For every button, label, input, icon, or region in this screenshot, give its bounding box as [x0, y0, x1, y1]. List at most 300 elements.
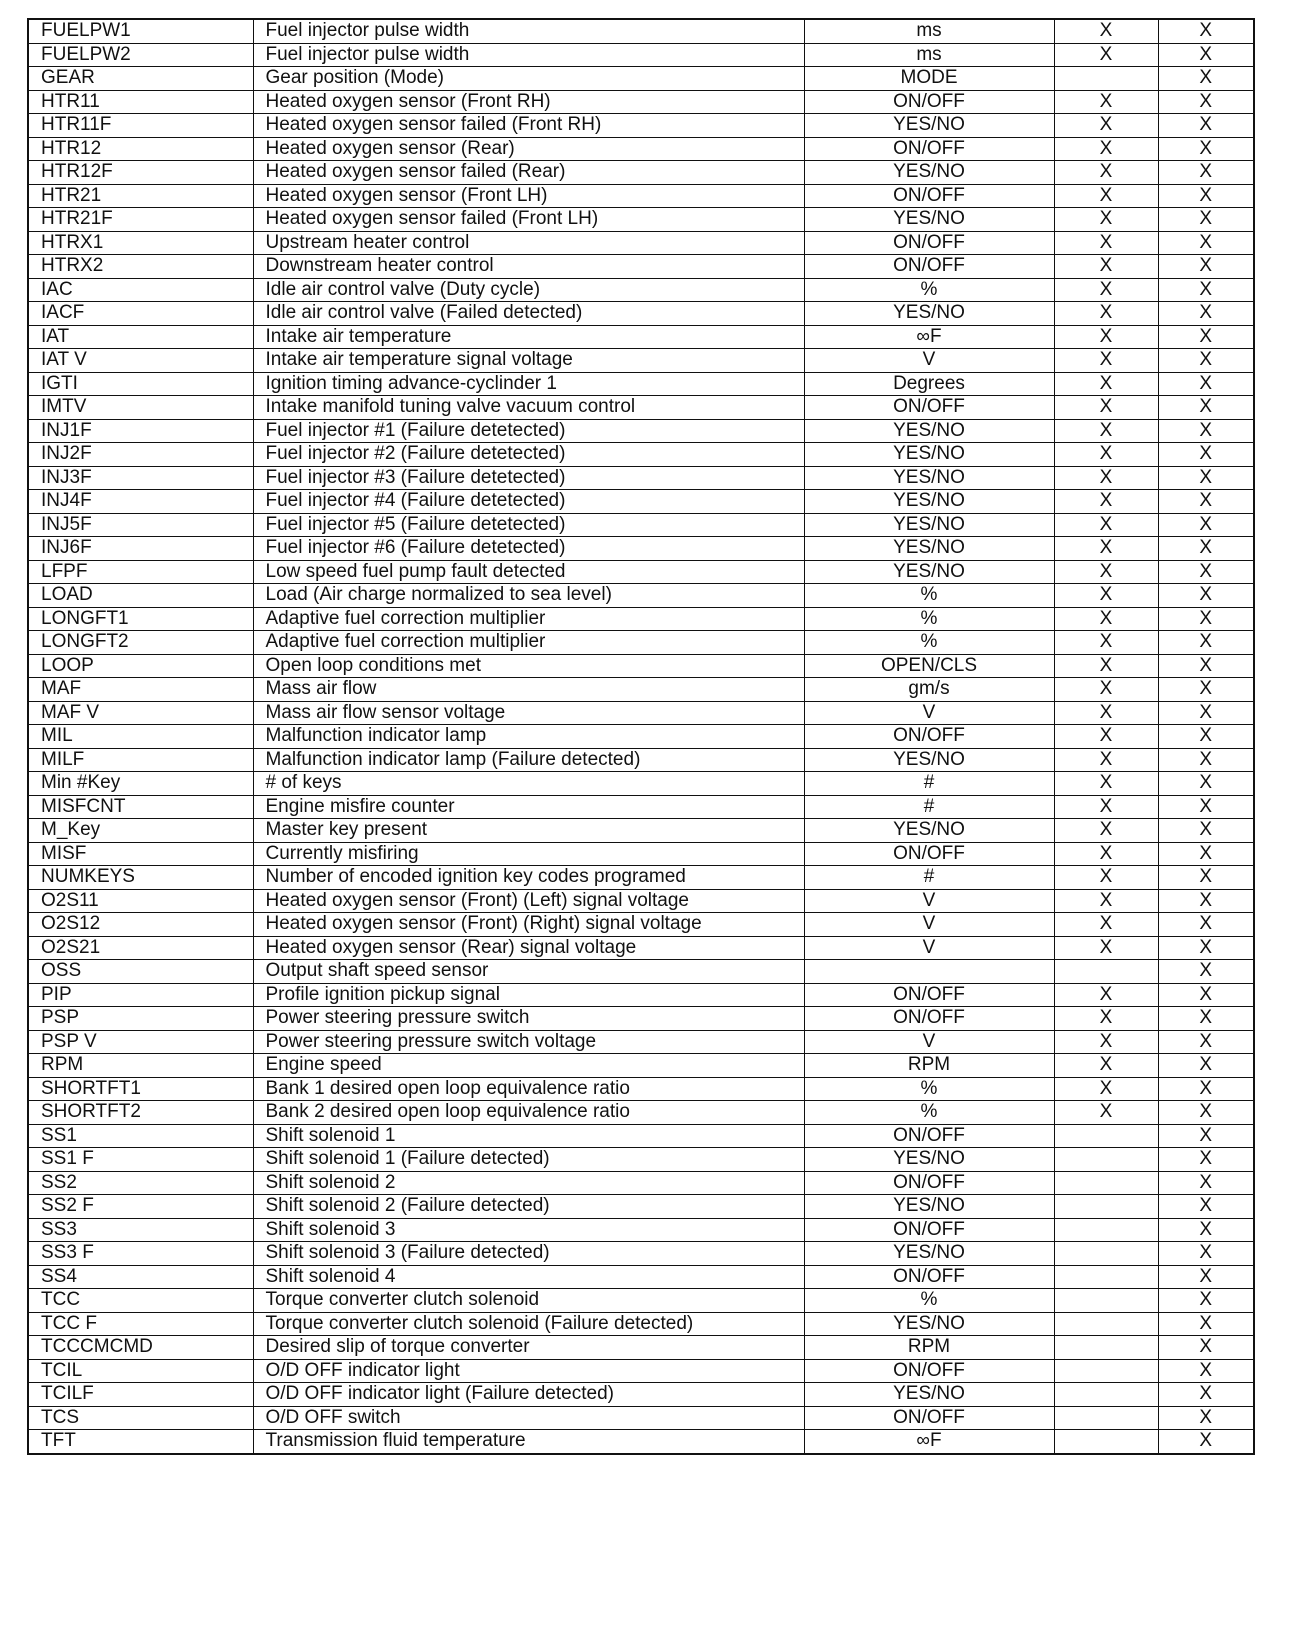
mark-cell-2: X	[1158, 1242, 1254, 1266]
table-row	[28, 1007, 1254, 1031]
unit-cell: ON/OFF	[804, 1359, 1054, 1383]
mark-cell-1: X	[1054, 913, 1158, 937]
unit-cell: YES/NO	[804, 466, 1054, 490]
table-row	[28, 654, 1254, 678]
table-row	[28, 349, 1254, 373]
unit-cell: %	[804, 584, 1054, 608]
description-cell: Heated oxygen sensor (Front) (Left) signal voltage	[253, 889, 804, 913]
pid-cell: INJ6F	[28, 537, 253, 561]
mark-cell-2: X	[1158, 1265, 1254, 1289]
description-cell: Shift solenoid 3	[253, 1218, 804, 1242]
unit-cell: YES/NO	[804, 419, 1054, 443]
mark-cell-2: X	[1158, 1030, 1254, 1054]
unit-cell: ms	[804, 19, 1054, 43]
description-cell: Fuel injector #5 (Failure detetected)	[253, 513, 804, 537]
description-cell: Fuel injector #6 (Failure detetected)	[253, 537, 804, 561]
table-row	[28, 748, 1254, 772]
unit-cell: RPM	[804, 1054, 1054, 1078]
pid-cell: SHORTFT2	[28, 1101, 253, 1125]
pid-cell: IAT	[28, 325, 253, 349]
table-row	[28, 278, 1254, 302]
unit-cell: ON/OFF	[804, 231, 1054, 255]
unit-cell: ON/OFF	[804, 725, 1054, 749]
mark-cell-1: X	[1054, 983, 1158, 1007]
description-cell: Fuel injector #1 (Failure detetected)	[253, 419, 804, 443]
mark-cell-1	[1054, 1406, 1158, 1430]
mark-cell-2: X	[1158, 1054, 1254, 1078]
pid-cell: SS1	[28, 1124, 253, 1148]
table-row	[28, 114, 1254, 138]
mark-cell-1: X	[1054, 443, 1158, 467]
pid-cell: O2S12	[28, 913, 253, 937]
mark-cell-2: X	[1158, 725, 1254, 749]
unit-cell: %	[804, 278, 1054, 302]
unit-cell: YES/NO	[804, 513, 1054, 537]
table-row	[28, 1101, 1254, 1125]
mark-cell-2: X	[1158, 1312, 1254, 1336]
table-row	[28, 1383, 1254, 1407]
mark-cell-1: X	[1054, 231, 1158, 255]
table-row	[28, 19, 1254, 43]
mark-cell-1: X	[1054, 1077, 1158, 1101]
description-cell: Profile ignition pickup signal	[253, 983, 804, 1007]
pid-cell: IAC	[28, 278, 253, 302]
mark-cell-1: X	[1054, 137, 1158, 161]
table-row	[28, 936, 1254, 960]
pid-cell: HTR12	[28, 137, 253, 161]
mark-cell-2: X	[1158, 1218, 1254, 1242]
table-row	[28, 419, 1254, 443]
mark-cell-2: X	[1158, 631, 1254, 655]
unit-cell: %	[804, 1077, 1054, 1101]
table-row	[28, 1242, 1254, 1266]
pid-cell: PSP	[28, 1007, 253, 1031]
description-cell: Ignition timing advance-cyclinder 1	[253, 372, 804, 396]
description-cell: Heated oxygen sensor (Front RH)	[253, 90, 804, 114]
pid-cell: SS2	[28, 1171, 253, 1195]
pid-cell: PSP V	[28, 1030, 253, 1054]
table-row	[28, 184, 1254, 208]
pid-cell: TCC F	[28, 1312, 253, 1336]
mark-cell-1	[1054, 1430, 1158, 1454]
mark-cell-2: X	[1158, 560, 1254, 584]
mark-cell-2: X	[1158, 161, 1254, 185]
mark-cell-2: X	[1158, 913, 1254, 937]
pid-cell: LOOP	[28, 654, 253, 678]
mark-cell-2: X	[1158, 137, 1254, 161]
description-cell: Intake air temperature	[253, 325, 804, 349]
description-cell: Open loop conditions met	[253, 654, 804, 678]
unit-cell: V	[804, 349, 1054, 373]
table-row	[28, 255, 1254, 279]
mark-cell-1	[1054, 960, 1158, 984]
unit-cell: #	[804, 866, 1054, 890]
unit-cell: ∞F	[804, 1430, 1054, 1454]
table-row	[28, 1336, 1254, 1360]
description-cell: Output shaft speed sensor	[253, 960, 804, 984]
description-cell: Load (Air charge normalized to sea level)	[253, 584, 804, 608]
mark-cell-1	[1054, 1312, 1158, 1336]
description-cell: Shift solenoid 2	[253, 1171, 804, 1195]
table-row	[28, 1406, 1254, 1430]
mark-cell-2: X	[1158, 866, 1254, 890]
unit-cell: YES/NO	[804, 114, 1054, 138]
table-row	[28, 1218, 1254, 1242]
mark-cell-1	[1054, 1359, 1158, 1383]
table-row	[28, 631, 1254, 655]
description-cell: Bank 2 desired open loop equivalence ratio	[253, 1101, 804, 1125]
mark-cell-1: X	[1054, 842, 1158, 866]
mark-cell-2: X	[1158, 960, 1254, 984]
table-row	[28, 1312, 1254, 1336]
pid-cell: O2S21	[28, 936, 253, 960]
mark-cell-2: X	[1158, 19, 1254, 43]
description-cell: Number of encoded ignition key codes programed	[253, 866, 804, 890]
pid-cell: INJ4F	[28, 490, 253, 514]
table-row	[28, 584, 1254, 608]
table-row	[28, 1054, 1254, 1078]
mark-cell-1: X	[1054, 372, 1158, 396]
mark-cell-2: X	[1158, 1383, 1254, 1407]
mark-cell-1: X	[1054, 866, 1158, 890]
mark-cell-2: X	[1158, 325, 1254, 349]
description-cell: Gear position (Mode)	[253, 67, 804, 91]
pid-cell: HTRX2	[28, 255, 253, 279]
table-row	[28, 1077, 1254, 1101]
mark-cell-2: X	[1158, 396, 1254, 420]
unit-cell: Degrees	[804, 372, 1054, 396]
description-cell: Adaptive fuel correction multiplier	[253, 607, 804, 631]
mark-cell-2: X	[1158, 513, 1254, 537]
mark-cell-1: X	[1054, 325, 1158, 349]
pid-cell: LFPF	[28, 560, 253, 584]
mark-cell-1: X	[1054, 278, 1158, 302]
mark-cell-2: X	[1158, 255, 1254, 279]
mark-cell-1: X	[1054, 349, 1158, 373]
mark-cell-2: X	[1158, 983, 1254, 1007]
pid-cell: PIP	[28, 983, 253, 1007]
pid-cell: IAT V	[28, 349, 253, 373]
pid-cell: SS3	[28, 1218, 253, 1242]
description-cell: Malfunction indicator lamp (Failure detected)	[253, 748, 804, 772]
unit-cell: YES/NO	[804, 1383, 1054, 1407]
unit-cell: V	[804, 913, 1054, 937]
unit-cell: %	[804, 1289, 1054, 1313]
mark-cell-2: X	[1158, 466, 1254, 490]
unit-cell: YES/NO	[804, 1242, 1054, 1266]
description-cell: Master key present	[253, 819, 804, 843]
mark-cell-2: X	[1158, 795, 1254, 819]
description-cell: Heated oxygen sensor failed (Front LH)	[253, 208, 804, 232]
mark-cell-2: X	[1158, 1406, 1254, 1430]
mark-cell-1	[1054, 1242, 1158, 1266]
unit-cell: %	[804, 1101, 1054, 1125]
unit-cell: %	[804, 607, 1054, 631]
unit-cell: YES/NO	[804, 560, 1054, 584]
mark-cell-1: X	[1054, 19, 1158, 43]
description-cell: Desired slip of torque converter	[253, 1336, 804, 1360]
mark-cell-1	[1054, 67, 1158, 91]
table-row	[28, 137, 1254, 161]
mark-cell-1: X	[1054, 255, 1158, 279]
description-cell: Heated oxygen sensor (Front) (Right) signal voltage	[253, 913, 804, 937]
mark-cell-1: X	[1054, 584, 1158, 608]
table-row	[28, 795, 1254, 819]
table-row	[28, 701, 1254, 725]
pid-cell: RPM	[28, 1054, 253, 1078]
mark-cell-1: X	[1054, 490, 1158, 514]
mark-cell-1: X	[1054, 184, 1158, 208]
mark-cell-2: X	[1158, 372, 1254, 396]
description-cell: Mass air flow sensor voltage	[253, 701, 804, 725]
table-row	[28, 1124, 1254, 1148]
description-cell: Engine misfire counter	[253, 795, 804, 819]
pid-cell: HTR11F	[28, 114, 253, 138]
unit-cell: YES/NO	[804, 208, 1054, 232]
mark-cell-1	[1054, 1289, 1158, 1313]
description-cell: O/D OFF indicator light (Failure detected)	[253, 1383, 804, 1407]
pid-cell: MISF	[28, 842, 253, 866]
unit-cell: YES/NO	[804, 537, 1054, 561]
table-row	[28, 678, 1254, 702]
mark-cell-2: X	[1158, 654, 1254, 678]
mark-cell-1: X	[1054, 1007, 1158, 1031]
pid-cell: O2S11	[28, 889, 253, 913]
table-row	[28, 161, 1254, 185]
unit-cell: ON/OFF	[804, 184, 1054, 208]
description-cell: Power steering pressure switch	[253, 1007, 804, 1031]
pid-cell: INJ2F	[28, 443, 253, 467]
unit-cell	[804, 960, 1054, 984]
description-cell: Power steering pressure switch voltage	[253, 1030, 804, 1054]
pid-cell: MIL	[28, 725, 253, 749]
mark-cell-2: X	[1158, 748, 1254, 772]
table-row	[28, 231, 1254, 255]
mark-cell-1: X	[1054, 1101, 1158, 1125]
description-cell: Heated oxygen sensor failed (Rear)	[253, 161, 804, 185]
description-cell: O/D OFF switch	[253, 1406, 804, 1430]
table-row	[28, 1265, 1254, 1289]
pid-cell: LOAD	[28, 584, 253, 608]
table-row	[28, 1195, 1254, 1219]
mark-cell-1	[1054, 1218, 1158, 1242]
unit-cell: ON/OFF	[804, 983, 1054, 1007]
pid-cell: TCIL	[28, 1359, 253, 1383]
pid-table	[27, 18, 1255, 1455]
mark-cell-1: X	[1054, 631, 1158, 655]
mark-cell-2: X	[1158, 278, 1254, 302]
mark-cell-1	[1054, 1148, 1158, 1172]
unit-cell: ON/OFF	[804, 1218, 1054, 1242]
description-cell: Fuel injector #2 (Failure detetected)	[253, 443, 804, 467]
unit-cell: YES/NO	[804, 748, 1054, 772]
table-row	[28, 983, 1254, 1007]
unit-cell: YES/NO	[804, 1312, 1054, 1336]
mark-cell-2: X	[1158, 607, 1254, 631]
table-row	[28, 1148, 1254, 1172]
table-row	[28, 960, 1254, 984]
mark-cell-1: X	[1054, 161, 1158, 185]
mark-cell-1: X	[1054, 795, 1158, 819]
mark-cell-2: X	[1158, 114, 1254, 138]
description-cell: Upstream heater control	[253, 231, 804, 255]
pid-cell: HTR12F	[28, 161, 253, 185]
pid-cell: HTRX1	[28, 231, 253, 255]
mark-cell-2: X	[1158, 537, 1254, 561]
mark-cell-1: X	[1054, 654, 1158, 678]
pid-cell: IMTV	[28, 396, 253, 420]
table-row	[28, 725, 1254, 749]
pid-cell: SS2 F	[28, 1195, 253, 1219]
mark-cell-2: X	[1158, 67, 1254, 91]
mark-cell-1	[1054, 1336, 1158, 1360]
pid-cell: Min #Key	[28, 772, 253, 796]
mark-cell-2: X	[1158, 302, 1254, 326]
table-row	[28, 607, 1254, 631]
table-row	[28, 1289, 1254, 1313]
unit-cell: V	[804, 889, 1054, 913]
pid-table-body	[28, 19, 1254, 1454]
unit-cell: OPEN/CLS	[804, 654, 1054, 678]
description-cell: Heated oxygen sensor (Front LH)	[253, 184, 804, 208]
mark-cell-1: X	[1054, 678, 1158, 702]
description-cell: Fuel injector #4 (Failure detetected)	[253, 490, 804, 514]
unit-cell: ON/OFF	[804, 1265, 1054, 1289]
table-row	[28, 302, 1254, 326]
description-cell: Torque converter clutch solenoid (Failure detected)	[253, 1312, 804, 1336]
mark-cell-2: X	[1158, 208, 1254, 232]
mark-cell-2: X	[1158, 1171, 1254, 1195]
mark-cell-2: X	[1158, 701, 1254, 725]
description-cell: Low speed fuel pump fault detected	[253, 560, 804, 584]
mark-cell-1: X	[1054, 114, 1158, 138]
description-cell: Heated oxygen sensor failed (Front RH)	[253, 114, 804, 138]
pid-cell: M_Key	[28, 819, 253, 843]
unit-cell: gm/s	[804, 678, 1054, 702]
table-row	[28, 1030, 1254, 1054]
unit-cell: YES/NO	[804, 161, 1054, 185]
table-row	[28, 1171, 1254, 1195]
table-row	[28, 537, 1254, 561]
pid-cell: SS3 F	[28, 1242, 253, 1266]
unit-cell: YES/NO	[804, 302, 1054, 326]
description-cell: O/D OFF indicator light	[253, 1359, 804, 1383]
table-row	[28, 208, 1254, 232]
unit-cell: ON/OFF	[804, 1406, 1054, 1430]
unit-cell: ON/OFF	[804, 1124, 1054, 1148]
description-cell: Mass air flow	[253, 678, 804, 702]
table-row	[28, 1359, 1254, 1383]
unit-cell: ON/OFF	[804, 255, 1054, 279]
description-cell: Currently misfiring	[253, 842, 804, 866]
pid-cell: GEAR	[28, 67, 253, 91]
mark-cell-2: X	[1158, 184, 1254, 208]
mark-cell-2: X	[1158, 1336, 1254, 1360]
table-row	[28, 396, 1254, 420]
mark-cell-1	[1054, 1383, 1158, 1407]
unit-cell: YES/NO	[804, 490, 1054, 514]
mark-cell-1: X	[1054, 772, 1158, 796]
description-cell: Fuel injector pulse width	[253, 43, 804, 67]
table-row	[28, 325, 1254, 349]
unit-cell: %	[804, 631, 1054, 655]
mark-cell-1: X	[1054, 208, 1158, 232]
description-cell: # of keys	[253, 772, 804, 796]
pid-cell: LONGFT1	[28, 607, 253, 631]
description-cell: Engine speed	[253, 1054, 804, 1078]
table-row	[28, 490, 1254, 514]
unit-cell: ON/OFF	[804, 1007, 1054, 1031]
mark-cell-1: X	[1054, 302, 1158, 326]
unit-cell: V	[804, 936, 1054, 960]
pid-cell: FUELPW2	[28, 43, 253, 67]
pid-cell: TCILF	[28, 1383, 253, 1407]
mark-cell-1: X	[1054, 701, 1158, 725]
pid-cell: NUMKEYS	[28, 866, 253, 890]
mark-cell-2: X	[1158, 842, 1254, 866]
mark-cell-2: X	[1158, 1359, 1254, 1383]
mark-cell-2: X	[1158, 772, 1254, 796]
pid-cell: MAF	[28, 678, 253, 702]
unit-cell: #	[804, 772, 1054, 796]
pid-cell: MILF	[28, 748, 253, 772]
mark-cell-1: X	[1054, 1030, 1158, 1054]
mark-cell-1: X	[1054, 748, 1158, 772]
pid-cell: HTR21	[28, 184, 253, 208]
description-cell: Idle air control valve (Failed detected)	[253, 302, 804, 326]
table-row	[28, 819, 1254, 843]
unit-cell: YES/NO	[804, 1195, 1054, 1219]
mark-cell-2: X	[1158, 231, 1254, 255]
pid-cell: HTR11	[28, 90, 253, 114]
mark-cell-1: X	[1054, 725, 1158, 749]
table-row	[28, 772, 1254, 796]
mark-cell-2: X	[1158, 1430, 1254, 1454]
mark-cell-1: X	[1054, 936, 1158, 960]
pid-cell: LONGFT2	[28, 631, 253, 655]
pid-cell: TFT	[28, 1430, 253, 1454]
mark-cell-2: X	[1158, 1124, 1254, 1148]
description-cell: Idle air control valve (Duty cycle)	[253, 278, 804, 302]
mark-cell-2: X	[1158, 584, 1254, 608]
pid-cell: OSS	[28, 960, 253, 984]
mark-cell-2: X	[1158, 43, 1254, 67]
unit-cell: ON/OFF	[804, 90, 1054, 114]
mark-cell-1	[1054, 1195, 1158, 1219]
mark-cell-1: X	[1054, 537, 1158, 561]
mark-cell-2: X	[1158, 1007, 1254, 1031]
mark-cell-2: X	[1158, 443, 1254, 467]
mark-cell-1: X	[1054, 607, 1158, 631]
pid-cell: INJ3F	[28, 466, 253, 490]
table-row	[28, 842, 1254, 866]
mark-cell-1	[1054, 1171, 1158, 1195]
unit-cell: ON/OFF	[804, 842, 1054, 866]
description-cell: Heated oxygen sensor (Rear)	[253, 137, 804, 161]
unit-cell: #	[804, 795, 1054, 819]
pid-cell: MISFCNT	[28, 795, 253, 819]
table-row	[28, 513, 1254, 537]
pid-cell: HTR21F	[28, 208, 253, 232]
table-row	[28, 560, 1254, 584]
mark-cell-2: X	[1158, 490, 1254, 514]
description-cell: Bank 1 desired open loop equivalence ratio	[253, 1077, 804, 1101]
pid-cell: TCS	[28, 1406, 253, 1430]
mark-cell-1: X	[1054, 560, 1158, 584]
table-row	[28, 913, 1254, 937]
mark-cell-2: X	[1158, 889, 1254, 913]
mark-cell-2: X	[1158, 349, 1254, 373]
